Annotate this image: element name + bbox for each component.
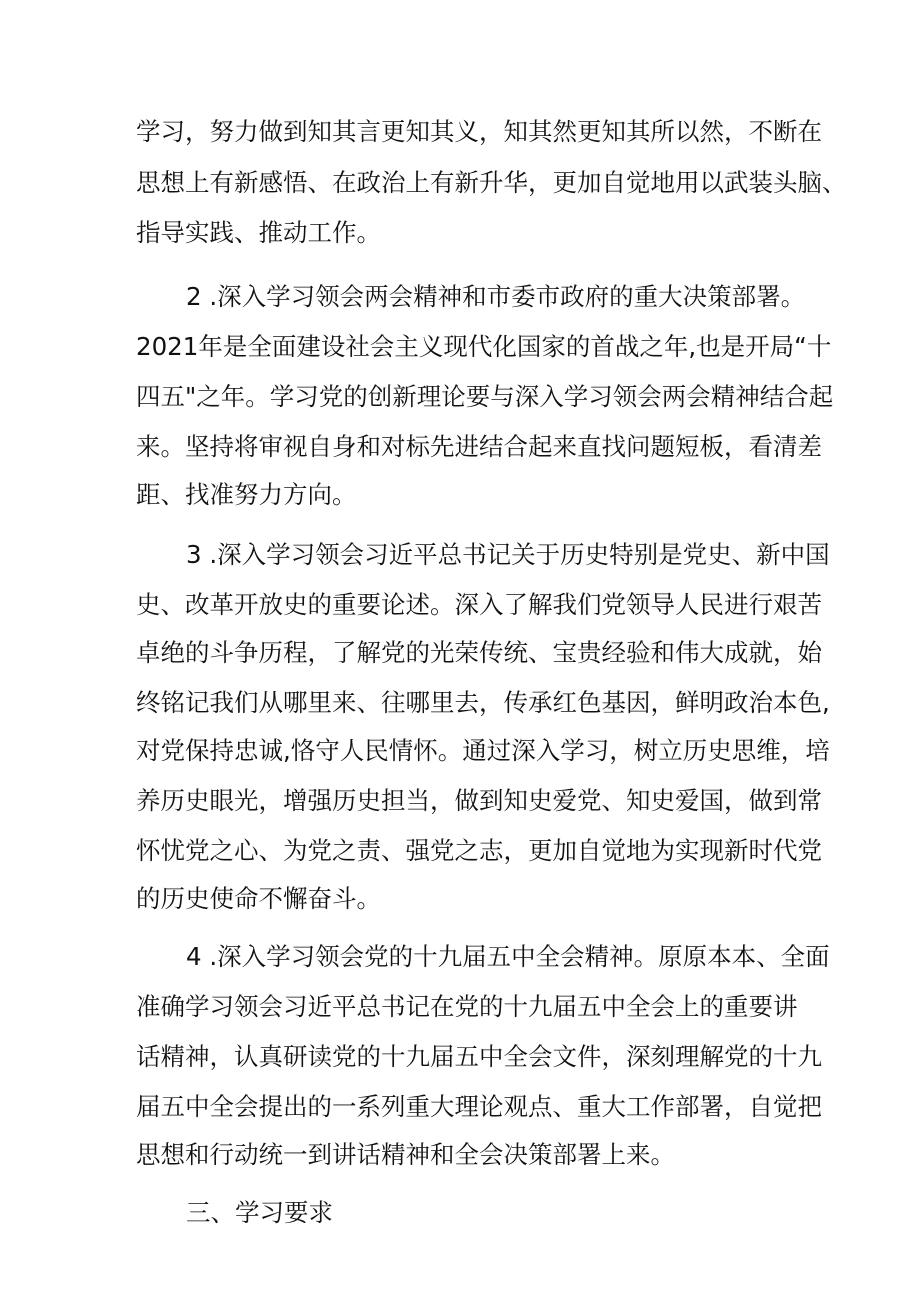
text-line: 来。坚持将审视自身和对标先进结合起来直找问题短板，看清差 (136, 432, 822, 461)
text-line: 对党保持忠诚,恪守人民情怀。通过深入学习，树立历史思维，培 (136, 736, 830, 765)
text-line: 怀忧党之心、为党之责、强党之志，更加自觉地为实现新时代党 (136, 836, 822, 865)
section-heading-line: 3 .深入学习领会习近平总书记关于历史特别是党史、新中国 (186, 540, 830, 569)
text-line: 四五"之年。学习党的创新理论要与深入学习领会两会精神结合起 (136, 382, 834, 411)
text-line: 养历史眼光，增强历史担当，做到知史爱党、知史爱国，做到常 (136, 786, 822, 815)
text-line: 准确学习领会习近平总书记在党的十九届五中全会上的重要讲 (136, 992, 798, 1021)
text-line: 指导实践、推动工作。 (136, 218, 381, 247)
text-line: 终铭记我们从哪里来、往哪里去，传承红色基因，鲜明政治本色, (136, 688, 830, 717)
text-line: 史、改革开放史的重要论述。深入了解我们党领导人民进行艰苦 (136, 590, 822, 619)
text-line: 距、找准努力方向。 (136, 480, 357, 509)
text-line: 话精神，认真研读党的十九届五中全会文件，深刻理解党的十九 (136, 1042, 822, 1071)
text-line: 2021年是全面建设社会主义现代化国家的首战之年,也是开局“十 (136, 332, 832, 361)
text-line: 的历史使命不懈奋斗。 (136, 884, 381, 913)
text-line: 思想上有新感悟、在政治上有新升华，更加自觉地用以武装头脑、 (136, 168, 847, 197)
text-line: 学习，努力做到知其言更知其义，知其然更知其所以然，不断在 (136, 117, 822, 146)
section-title: 三、学习要求 (186, 1198, 333, 1227)
text-line: 思想和行动统一到讲话精神和全会决策部署上来。 (136, 1140, 675, 1169)
text-line: 届五中全会提出的一系列重大理论观点、重大工作部署，自觉把 (136, 1092, 822, 1121)
section-heading-line: 2 .深入学习领会两会精神和市委市政府的重大决策部署。 (186, 282, 806, 311)
text-line: 卓绝的斗争历程，了解党的光荣传统、宝贵经验和伟大成就，始 (136, 638, 822, 667)
section-heading-line: 4 .深入学习领会党的十九届五中全会精神。原原本本、全面 (186, 942, 830, 971)
